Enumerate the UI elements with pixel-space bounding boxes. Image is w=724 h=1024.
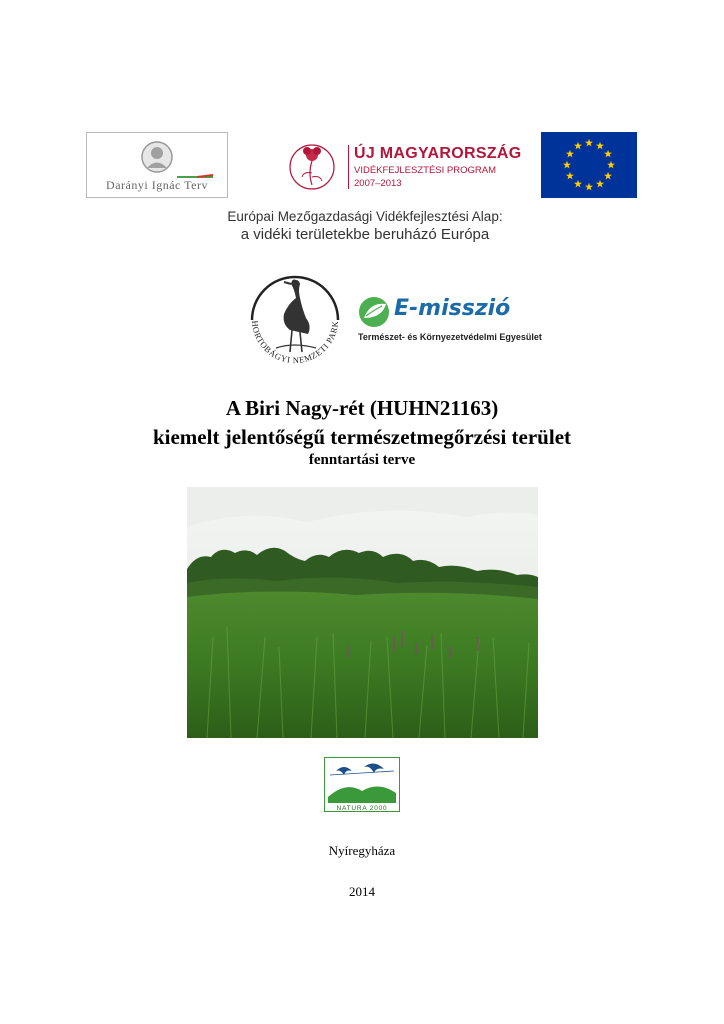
daranyi-caption: Darányi Ignác Terv (106, 178, 208, 192)
eafrd-line-2: a vidéki területekbe beruházó Európa (240, 226, 490, 243)
document-title-line-2: kiemelt jelentőségű természetmegőrzési terület (152, 425, 572, 449)
e-misszio-logo (356, 296, 542, 356)
e-misszio-name: E-misszió (394, 296, 511, 321)
eu-star-icon (574, 142, 582, 150)
ujm-subtitle: VIDÉKFEJLESZTÉSI PROGRAM (354, 165, 496, 176)
e-misszio-subtitle: Természet- és Környezetvédelmi Egyesület (358, 332, 542, 342)
ujm-title: ÚJ MAGYARORSZÁG (354, 145, 522, 162)
daranyi-ignac-terv-logo (86, 132, 228, 198)
leaf-emblem-icon (356, 296, 396, 332)
eu-star-icon (574, 180, 582, 188)
flower-emblem-icon (282, 133, 342, 197)
eu-star-icon (585, 139, 593, 147)
hortobagyi-nemzeti-park-logo (236, 268, 354, 372)
uj-magyarorszag-logo (282, 133, 522, 197)
meadow-photo (187, 487, 538, 738)
eu-star-icon (607, 161, 615, 169)
eafrd-slogan (170, 208, 560, 244)
document-title-line-1: A Biri Nagy-rét (HUHN21163) (225, 396, 499, 420)
publication-place: Nyíregyháza (328, 843, 396, 858)
eu-star-icon (604, 150, 612, 158)
eu-flag-logo (541, 132, 637, 198)
eu-star-icon (566, 150, 574, 158)
publication-year: 2014 (349, 884, 375, 899)
eu-star-icon (585, 183, 593, 191)
eu-star-icon (604, 172, 612, 180)
ujm-divider (348, 145, 349, 189)
natura-2000-logo (324, 757, 400, 812)
natura-birds-icon (324, 757, 400, 812)
natura-text: NATURA 2000 (336, 805, 388, 812)
portrait-icon (87, 135, 227, 181)
eu-stars-icon (541, 132, 637, 198)
eu-star-icon (596, 142, 604, 150)
eafrd-line-1: Európai Mezőgazdasági Vidékfejlesztési Alap: (227, 209, 503, 224)
eu-star-icon (596, 180, 604, 188)
crane-emblem-icon (236, 268, 354, 372)
document-title-line-3: fenntartási terve (308, 452, 416, 468)
ujm-years: 2007–2013 (354, 178, 402, 189)
eu-star-icon (566, 172, 574, 180)
hnp-ring-text: HORTOBÁGYI NEMZETI PARK (249, 320, 341, 366)
eu-star-icon (563, 161, 571, 169)
